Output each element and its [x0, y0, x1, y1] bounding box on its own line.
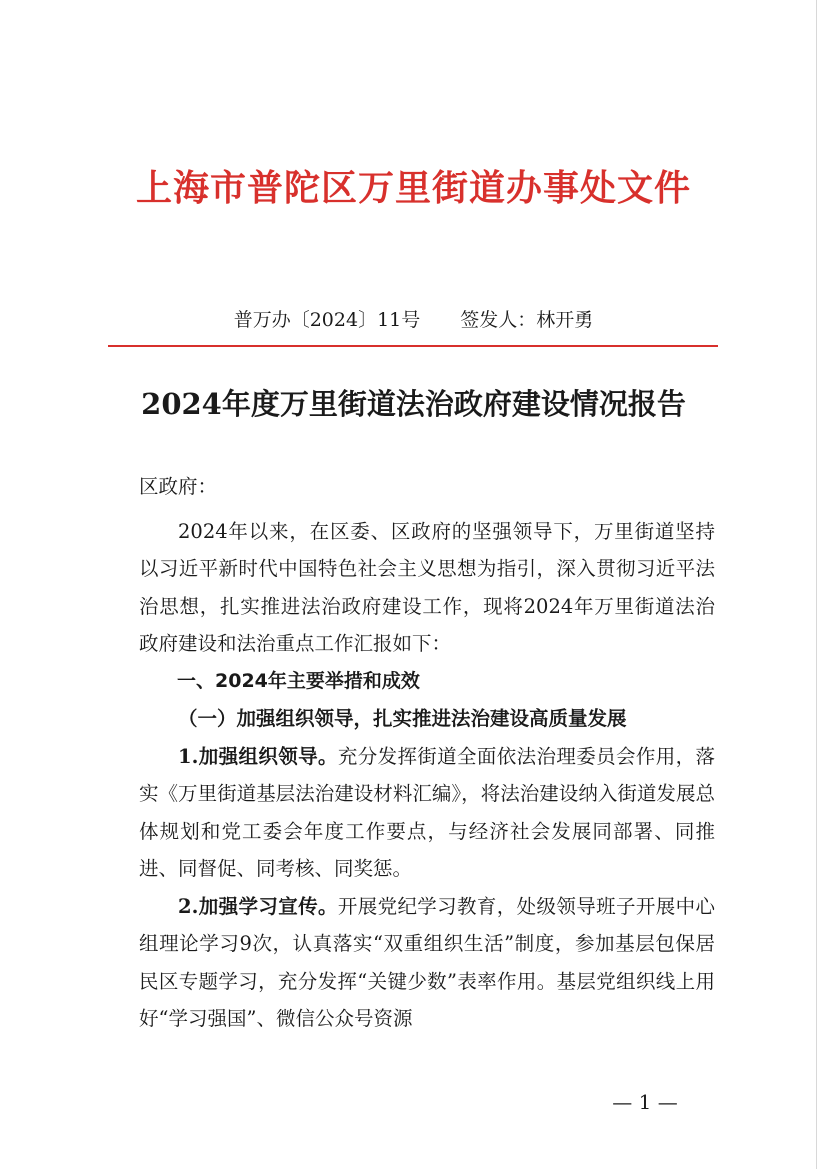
report-title: 2024年度万里街道法治政府建设情况报告 — [141, 387, 686, 421]
item-paragraph — [139, 888, 715, 1038]
issuing-agency-title: 上海市普陀区万里街道办事处文件 — [135, 167, 691, 209]
page-number: — 1 — — [612, 1090, 678, 1114]
report-body — [139, 468, 715, 1038]
item-text: 充分发挥街道全面依法治理委员会作用，落实《万里街道基层法治建设材料汇编》，将法治建设纳入街道发展总体规划和党工委会年度工作要点，与经济社会发展同部署、同推进、同督促、同考核、同奖惩。 — [139, 744, 715, 880]
intro-paragraph: 2024年以来，在区委、区政府的坚强领导下，万里街道坚持以习近平新时代中国特色社会主义思想为指引，深入贯彻习近平法治思想，扎实推进法治政府建设工作，现将2024年万里街道法治政府建设和法治重点工作汇报如下： — [139, 519, 715, 655]
item-paragraph — [139, 738, 715, 888]
signer: 签发人：林开勇 — [460, 309, 594, 331]
document-meta — [0, 305, 827, 332]
item-heading: 2.加强学习宣传。 — [178, 894, 338, 918]
red-divider — [108, 345, 718, 347]
item-text: 开展党纪学习教育，处级领导班子开展中心组理论学习9次，认真落实“双重组织生活”制度，参加基层包保居民区专题学习，充分发挥“关键少数”表率作用。基层党组织线上用好“学习强国”、微信公众号资源 — [139, 894, 715, 1030]
document-number: 普万办〔2024〕11号 — [233, 309, 421, 331]
section-heading: 一、2024年主要举措和成效 — [177, 669, 420, 692]
salutation: 区政府： — [139, 475, 218, 498]
subsection-heading: （一）加强组织领导，扎实推进法治建设高质量发展 — [178, 707, 627, 730]
item-heading: 1.加强组织领导。 — [178, 744, 338, 768]
